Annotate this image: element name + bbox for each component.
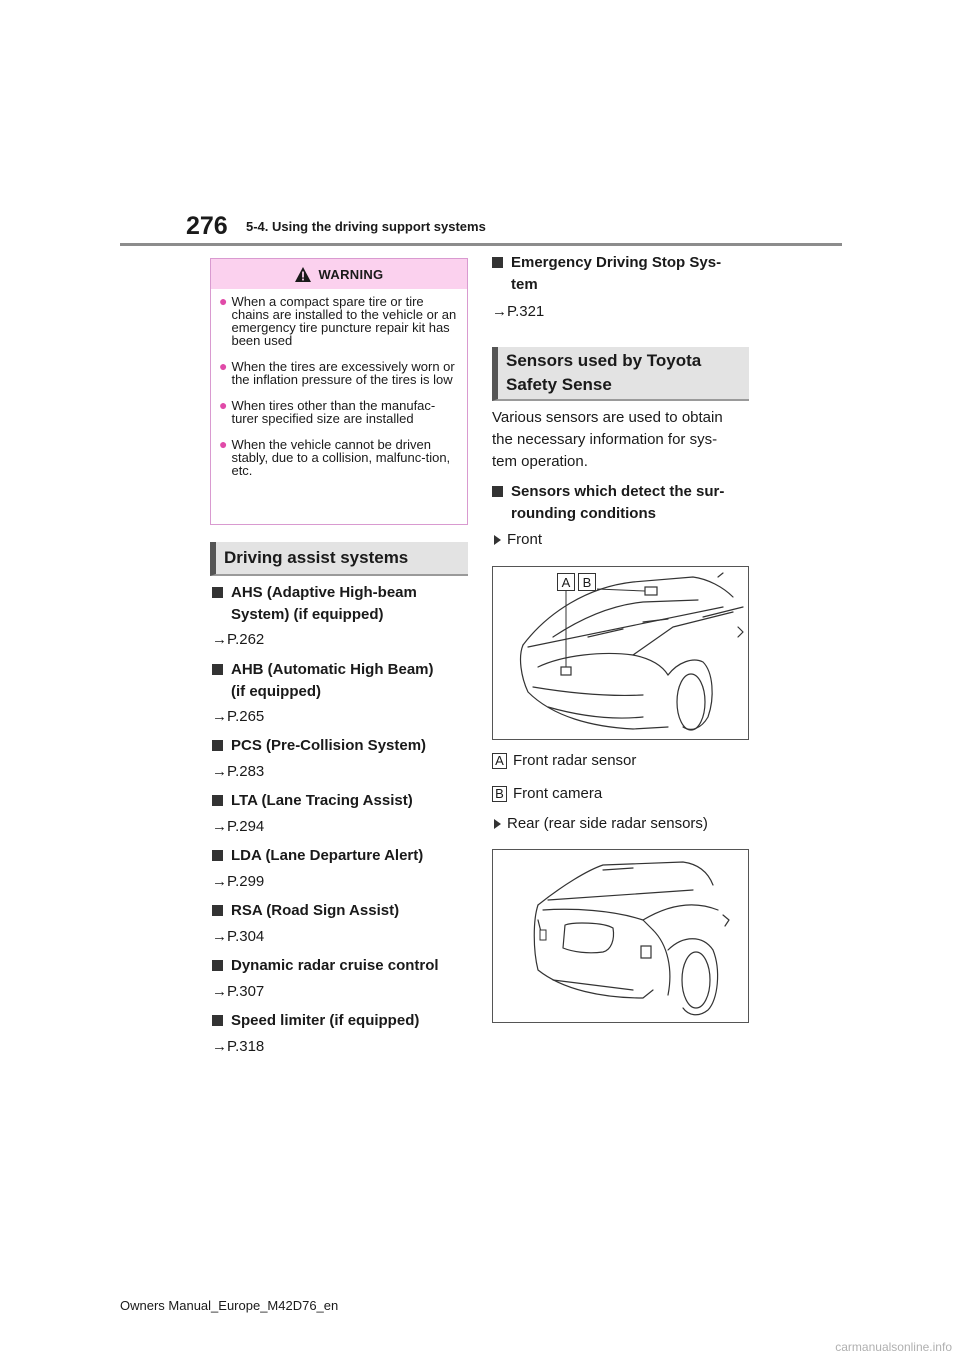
assist-item-pcs-title: PCS (Pre-Collision System) [212, 735, 472, 757]
assist-item-lta-ref[interactable]: →P.294 [212, 818, 265, 835]
page-number: 276 [186, 212, 228, 240]
warning-triangle-icon [295, 267, 311, 282]
assist-item-speed-limiter-ref[interactable]: →P.318 [212, 1038, 265, 1055]
square-bullet-icon [492, 486, 503, 497]
front-car-illustration [493, 567, 748, 739]
front-label: Front [494, 531, 542, 548]
label-a-box: A [557, 573, 575, 591]
front-vehicle-figure [492, 566, 749, 740]
sensors-subheading: Sensors which detect the sur- rounding conditions [492, 481, 752, 525]
rear-vehicle-figure [492, 849, 749, 1023]
assist-item-lda-title: LDA (Lane Departure Alert) [212, 845, 472, 867]
bullet-dot-icon: ● [219, 436, 228, 452]
arrow-icon: → [212, 928, 227, 945]
arrow-icon: → [492, 303, 507, 320]
assist-item-lta-title: LTA (Lane Tracing Assist) [212, 790, 472, 812]
square-bullet-icon [212, 664, 223, 675]
arrow-icon: → [212, 818, 227, 835]
assist-item-drcc-title: Dynamic radar cruise control [212, 955, 472, 977]
square-bullet-icon [212, 587, 223, 598]
triangle-bullet-icon [494, 535, 501, 545]
warning-item: ● When tires other than the manufac-turer specified size are installed [219, 397, 436, 426]
triangle-bullet-icon [494, 819, 501, 829]
warning-title: WARNING [318, 266, 384, 282]
warning-header [211, 259, 467, 289]
arrow-icon: → [212, 631, 227, 648]
square-bullet-icon [212, 795, 223, 806]
bullet-dot-icon: ● [219, 358, 228, 374]
rear-label: Rear (rear side radar sensors) [494, 815, 708, 832]
arrow-icon: → [212, 708, 227, 725]
caption-front-camera: B Front camera [492, 785, 602, 802]
driving-assist-heading: Driving assist systems [210, 542, 468, 576]
arrow-icon: → [212, 873, 227, 890]
assist-item-rsa-title: RSA (Road Sign Assist) [212, 900, 472, 922]
assist-item-ahb-ref[interactable]: →P.265 [212, 708, 265, 725]
label-b-marker: B [492, 786, 507, 802]
rear-car-illustration [493, 850, 748, 1022]
bullet-dot-icon: ● [219, 397, 228, 413]
arrow-icon: → [212, 1038, 227, 1055]
assist-item-pcs-ref[interactable]: →P.283 [212, 763, 265, 780]
assist-item-drcc-ref[interactable]: →P.307 [212, 983, 265, 1000]
warning-item: ● When a compact spare tire or tire chains are installed to the vehicle or an emergency tire puncture repair kit has been used [219, 293, 457, 348]
assist-item-ahs-ref[interactable]: →P.262 [212, 631, 265, 648]
assist-item-lda-ref[interactable]: →P.299 [212, 873, 265, 890]
arrow-icon: → [212, 763, 227, 780]
footer-text: Owners Manual_Europe_M42D76_en [120, 1298, 339, 1313]
section-title: 5-4. Using the driving support systems [246, 219, 486, 234]
square-bullet-icon [492, 257, 503, 268]
arrow-icon: → [212, 983, 227, 1000]
assist-item-rsa-ref[interactable]: →P.304 [212, 928, 265, 945]
warning-item: ● When the vehicle cannot be driven stably, due to a collision, malfunc-tion, etc. [219, 436, 451, 478]
label-a-marker: A [492, 753, 507, 769]
warning-box [210, 258, 468, 525]
square-bullet-icon [212, 850, 223, 861]
bullet-dot-icon: ● [219, 293, 228, 309]
label-b-box: B [578, 573, 596, 591]
sensors-intro: Various sensors are used to obtain the necessary information for sys- tem operation. [492, 409, 723, 470]
square-bullet-icon [212, 905, 223, 916]
square-bullet-icon [212, 740, 223, 751]
square-bullet-icon [212, 960, 223, 971]
square-bullet-icon [212, 1015, 223, 1026]
caption-front-radar: A Front radar sensor [492, 752, 636, 769]
emergency-stop-title: Emergency Driving Stop Sys- tem [492, 252, 752, 296]
header-rule [120, 243, 842, 246]
assist-item-ahb-title: AHB (Automatic High Beam) (if equipped) [212, 659, 472, 703]
sensors-heading: Sensors used by Toyota Safety Sense [492, 347, 749, 401]
assist-item-ahs-title: AHS (Adaptive High-beam System) (if equipped) [212, 582, 472, 626]
warning-list [211, 289, 467, 477]
warning-item: ● When the tires are excessively worn or the inflation pressure of the tires is low [219, 358, 455, 387]
assist-item-speed-limiter-title: Speed limiter (if equipped) [212, 1010, 472, 1032]
emergency-stop-ref[interactable]: →P.321 [492, 303, 545, 320]
watermark: carmanualsonline.info [835, 1340, 952, 1354]
